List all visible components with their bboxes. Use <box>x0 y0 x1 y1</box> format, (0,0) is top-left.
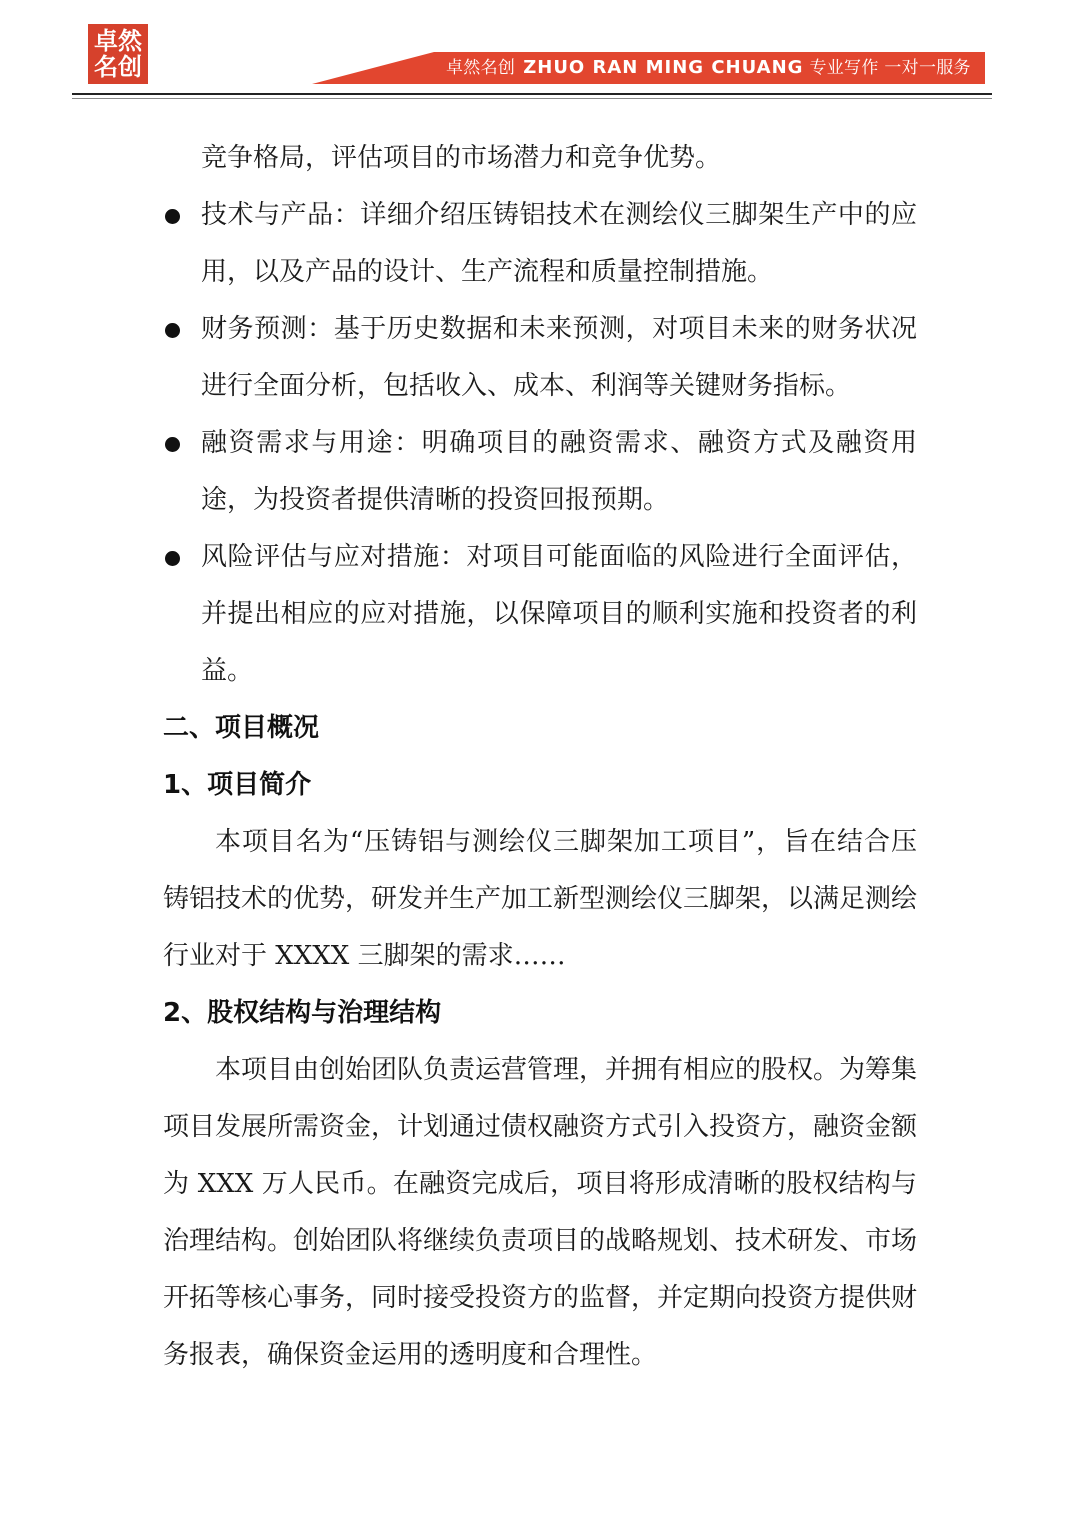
brand-logo <box>88 24 148 84</box>
bullet-dot-icon <box>165 323 180 338</box>
banner-en-name: ZHUO RAN MING CHUANG <box>523 57 804 78</box>
bullet-item-risk-assessment <box>163 529 917 700</box>
banner-tagline: 专业写作 一对一服务 <box>809 58 971 78</box>
paragraph-equity-governance: 本项目由创始团队负责运营管理，并拥有相应的股权。为筹集项目发展所需资金，计划通过债权融资方式引入投资方，融资金额为 XXX 万人民币。在融资完成后，项目将形成清晰的股权结构与治理结构。创始团队将继续负责项目的战略规划、技术研发、市场开拓等核心事务，同时接受投资方的监督，并定期向投资方提供财务报表，确保资金运用的透明度和合理性。 <box>163 1055 918 1370</box>
continuation-paragraph: 竞争格局，评估项目的市场潜力和竞争优势。 <box>201 143 722 173</box>
paragraph-project-intro: 本项目名为“压铸铝与测绘仪三脚架加工项目”，旨在结合压铸铝技术的优势，研发并生产加工新型测绘仪三脚架，以满足测绘行业对于 XXXX 三脚架的需求…… <box>163 827 918 971</box>
logo-line-2: 名创 <box>94 53 142 81</box>
bullet-dot-icon <box>165 209 180 224</box>
header-rule-thin <box>72 98 992 99</box>
bullet-dot-icon <box>165 437 180 452</box>
subheading-equity-governance: 2、股权结构与治理结构 <box>163 998 442 1028</box>
subheading-project-intro: 1、项目简介 <box>163 770 312 800</box>
bullet-item-financing-needs <box>163 415 917 529</box>
banner-cn-name: 卓然名创 <box>446 58 516 78</box>
bullet-item-tech-product <box>163 187 917 301</box>
banner-wedge <box>312 52 434 84</box>
bullet-text: 财务预测：基于历史数据和未来预测，对项目未来的财务状况进行全面分析，包括收入、成本、利润等关键财务指标。 <box>201 314 917 401</box>
header-banner <box>434 52 985 84</box>
bullet-item-financial-forecast <box>163 301 917 415</box>
document-body <box>163 130 917 1384</box>
bullet-text: 风险评估与应对措施：对项目可能面临的风险进行全面评估，并提出相应的应对措施，以保障项目的顺利实施和投资者的利益。 <box>201 542 917 686</box>
bullet-text: 融资需求与用途：明确项目的融资需求、融资方式及融资用途，为投资者提供清晰的投资回报预期。 <box>201 428 917 515</box>
bullet-text: 技术与产品：详细介绍压铸铝技术在测绘仪三脚架生产中的应用，以及产品的设计、生产流程和质量控制措施。 <box>201 200 917 287</box>
section-heading-project-overview: 二、项目概况 <box>163 713 320 743</box>
logo-line-1: 卓然 <box>94 27 142 55</box>
header-rule <box>72 93 992 95</box>
bullet-list <box>163 187 917 700</box>
bullet-dot-icon <box>165 551 180 566</box>
